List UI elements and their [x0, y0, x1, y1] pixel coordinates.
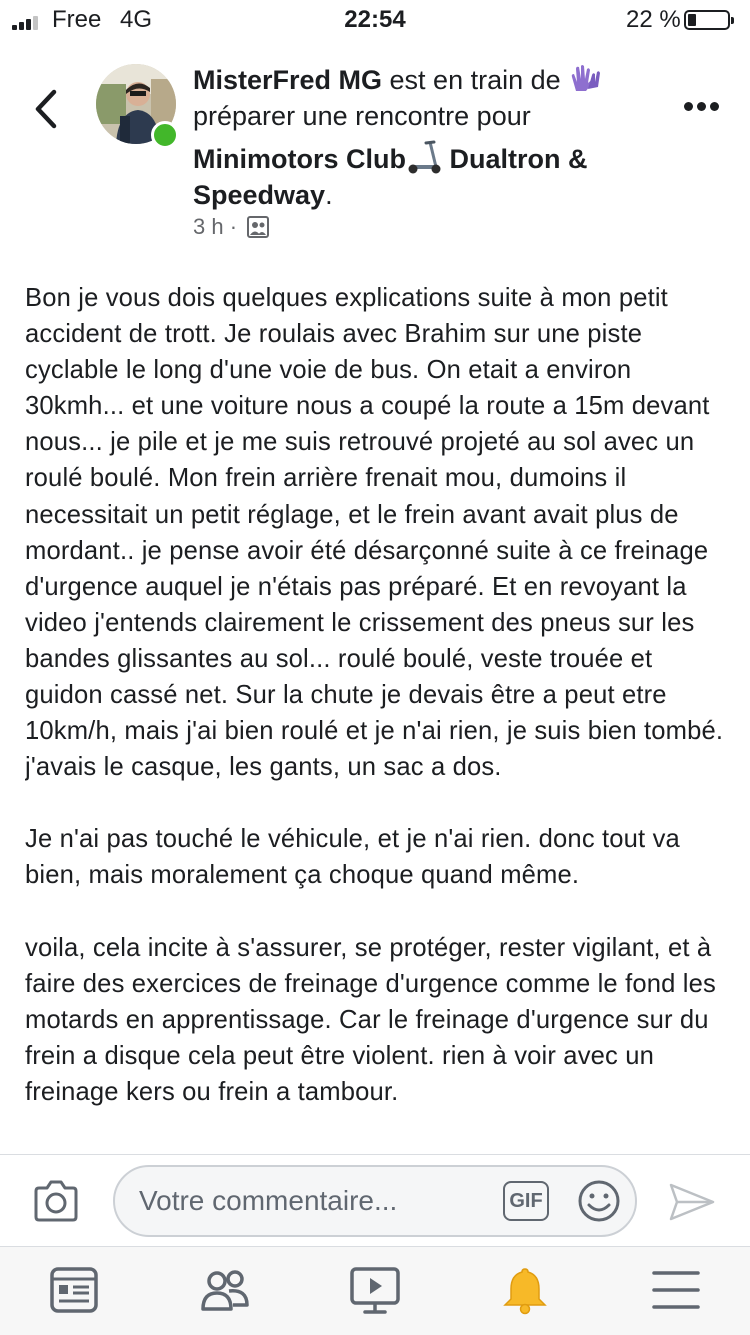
- tab-notifications-bell-icon[interactable]: [499, 1265, 551, 1315]
- post-headline: [193, 62, 653, 134]
- comment-placeholder: Votre commentaire...: [139, 1185, 398, 1216]
- post-paragraph-2: Je n'ai pas touché le véhicule, et je n'ai rien. donc tout va bien, mais moralement ça choque quand même.: [25, 825, 680, 890]
- sticker-smile-icon[interactable]: [577, 1179, 621, 1223]
- bottom-tab-bar: [0, 1246, 750, 1335]
- group-name-tail: Dualtron & Speedway: [193, 144, 588, 210]
- carrier-name: Free: [52, 6, 102, 33]
- comment-input[interactable]: [113, 1165, 637, 1237]
- battery-icon: [684, 10, 730, 30]
- tab-news-feed-icon[interactable]: [48, 1265, 100, 1315]
- tab-watch-video-icon[interactable]: [349, 1265, 401, 1315]
- raised-hands-emoji-icon: [568, 63, 602, 93]
- send-icon[interactable]: [668, 1181, 716, 1223]
- camera-icon[interactable]: [32, 1179, 80, 1223]
- back-button[interactable]: [28, 84, 68, 134]
- chevron-left-icon: [28, 84, 68, 134]
- group-link[interactable]: [193, 140, 663, 213]
- group-audience-icon: [247, 216, 269, 238]
- post-paragraph-1: Bon je vous dois quelques explications suite à mon petit accident de trott. Je roulais avec Brahim sur une piste cyclable le long d'une voie de bus. On etait a environ 30kmh... et une voiture nous a coupé la route a 15m devant nous... je pile et je me suis retrouvé projeté au sol avec un roulé boulé. Mon frein arrière frenait mou, dumoins il necessitait un petit réglage, et le frein avant avait plus de mordant.. je pense avoir été désarçonné suite à ce freinage d'urgence auquel je n'étais pas préparé. Et en revoyant la video j'entends clairement le crissement des pneus sur les bandes glissantes au sol... roulé boulé, veste trouée et guidon cassé net. Sur la chute je devais être a peut etre 10km/h, mais j'ai bien roulé et je n'ai rien, je suis bien tombé. j'avais le casque, les gants, un sac a dos.: [25, 284, 724, 782]
- clock: 22:54: [344, 6, 406, 33]
- more-options-button[interactable]: [684, 102, 720, 114]
- gif-button[interactable]: GIF: [503, 1181, 549, 1221]
- tab-menu-hamburger-icon[interactable]: [650, 1265, 702, 1315]
- online-status-dot: [151, 121, 179, 149]
- status-bar: [0, 0, 750, 40]
- post-time[interactable]: 3 h ·: [193, 214, 238, 239]
- network-type: 4G: [120, 6, 153, 33]
- author-name[interactable]: MisterFred MG: [193, 65, 383, 95]
- battery-percent: 22 %: [626, 6, 681, 33]
- group-name: Minimotors Club: [193, 144, 406, 174]
- comment-composer: [0, 1154, 750, 1247]
- post-meta: [193, 214, 269, 240]
- tab-friends-icon[interactable]: [199, 1265, 251, 1315]
- post-paragraph-3: voila, cela incite à s'assurer, se protéger, rester vigilant, et à faire des exercices de freinage d'urgence comme le fond les motards en apprentissage. Car le freinage d'urgence sur du frein a disque cela peut être violent. rien à voir avec un freinage kers ou frein a tambour.: [25, 933, 716, 1106]
- group-period: .: [325, 180, 333, 210]
- headline-action: est en train de: [382, 65, 569, 95]
- kick-scooter-emoji-icon: [406, 140, 442, 174]
- post-body: [25, 280, 737, 1154]
- headline-action-tail: préparer une rencontre pour: [193, 101, 531, 131]
